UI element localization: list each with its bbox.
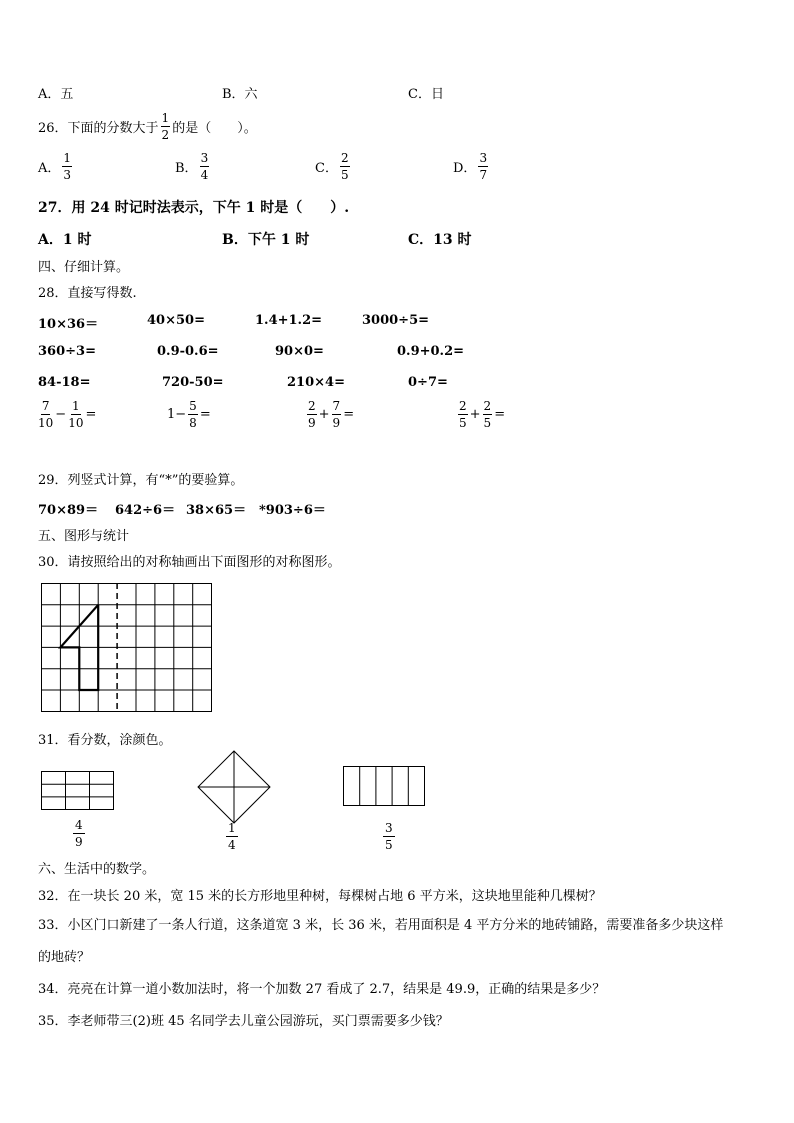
whole-part: 1− — [167, 407, 187, 422]
denominator: 9 — [75, 835, 83, 849]
denominator: 5 — [459, 416, 467, 430]
q27-question: 27．用 24 时记时法表示，下午 1 时是（ ）. — [38, 200, 350, 216]
q26-prefix: 26．下面的分数大于 — [38, 121, 159, 136]
q26-option-b-label: B． — [175, 161, 198, 176]
operator: + — [469, 407, 481, 422]
q28-fraction-item — [167, 400, 211, 429]
section-5-heading: 五、图形与统计 — [38, 529, 130, 544]
q28-item: 3000÷5= — [362, 313, 430, 328]
fraction — [68, 400, 83, 429]
q27-option-b: B．下午 1 时 — [222, 232, 310, 248]
denominator: 5 — [483, 416, 492, 430]
q28-item: 0÷7= — [408, 375, 448, 390]
fraction — [188, 400, 198, 429]
numerator: 3 — [479, 151, 488, 165]
q26-option-b — [175, 152, 211, 181]
q26-option-d-fraction — [478, 152, 488, 181]
q27-option-c: C．13 时 — [408, 232, 472, 248]
numerator: 3 — [200, 151, 209, 165]
q31-fraction-1 — [73, 819, 85, 848]
denominator: 9 — [308, 416, 316, 430]
denominator: 10 — [38, 416, 54, 430]
operator: + — [318, 407, 330, 422]
q26-option-c — [315, 152, 352, 181]
q26-option-a-label: A． — [38, 161, 61, 176]
q28-item: 0.9+0.2= — [397, 344, 465, 359]
q28-item: 90×0= — [275, 344, 324, 359]
q26-option-c-label: C． — [315, 161, 338, 176]
q31-fraction-3 — [383, 822, 395, 851]
denominator: 5 — [385, 838, 393, 852]
q26-option-d — [453, 152, 490, 181]
fraction — [483, 400, 493, 429]
q25-option-c: C．日 — [408, 87, 444, 102]
numerator: 3 — [385, 821, 393, 835]
q29-item: *903÷6＝ — [259, 503, 326, 518]
equals: = — [199, 407, 211, 422]
q26-option-b-fraction — [200, 152, 210, 181]
denominator: 4 — [200, 168, 209, 182]
q35-question: 35．李老师带三(2)班 45 名同学去儿童公园游玩，买门票需要多少钱？ — [38, 1014, 449, 1029]
denominator: 7 — [479, 168, 488, 182]
q25-option-a: A．五 — [38, 87, 74, 102]
numerator: 1 — [63, 151, 72, 165]
denominator: 8 — [189, 416, 197, 430]
q31-rectangle-9-parts — [41, 771, 115, 811]
q25-option-b: B．六 — [222, 87, 258, 102]
denominator: 4 — [228, 838, 236, 852]
numerator: 2 — [483, 399, 492, 413]
q26-option-a — [38, 152, 74, 181]
q31-title: 31．看分数，涂颜色。 — [38, 733, 172, 748]
equals: = — [494, 407, 506, 422]
q28-item: 720-50= — [162, 375, 224, 390]
q29-item: 38×65＝ — [186, 503, 247, 518]
q28-item: 360÷3= — [38, 344, 96, 359]
fraction — [38, 400, 53, 429]
q31-diamond-4-parts — [197, 750, 271, 824]
q28-fraction-item — [305, 400, 354, 429]
q28-item: 0.9-0.6= — [157, 344, 219, 359]
q28-fraction-item — [456, 400, 505, 429]
q28-item: 210×4= — [287, 375, 345, 390]
fraction — [332, 400, 342, 429]
denominator: 5 — [340, 168, 349, 182]
numerator: 7 — [41, 399, 50, 413]
q30-grid-figure — [41, 583, 213, 713]
q28-item: 10×36＝ — [38, 317, 99, 332]
operator: − — [55, 407, 67, 422]
fraction — [307, 400, 317, 429]
section-4-heading: 四、仔细计算。 — [38, 260, 130, 275]
q29-item: 642÷6＝ — [115, 503, 176, 518]
q26-frac-denominator: 2 — [161, 128, 170, 142]
numerator: 1 — [228, 821, 236, 835]
q32-question: 32．在一块长 20 米，宽 15 米的长方形地里种树，每棵树占地 6 平方米，这块地里能种几棵树？ — [38, 889, 602, 904]
q34-question: 34．亮亮在计算一道小数加法时，将一个加数 27 看成了 2.7，结果是 49.9，正确的结果是多少？ — [38, 982, 606, 997]
equals: = — [343, 407, 355, 422]
q28-item: 40×50= — [147, 313, 205, 328]
q30-title: 30．请按照给出的对称轴画出下面图形的对称图形。 — [38, 555, 341, 570]
q28-fraction-item — [36, 400, 96, 429]
numerator: 4 — [75, 818, 83, 832]
fraction — [458, 400, 468, 429]
numerator: 2 — [459, 399, 467, 413]
q26-fraction — [161, 112, 171, 141]
q26-option-d-label: D． — [453, 161, 477, 176]
section-6-heading: 六、生活中的数学。 — [38, 862, 156, 877]
q28-title: 28．直接写得数. — [38, 286, 137, 301]
q26-question — [38, 112, 257, 141]
denominator: 9 — [332, 416, 341, 430]
q33-question-line2: 的地砖？ — [38, 950, 91, 965]
numerator: 1 — [72, 399, 80, 413]
q26-option-a-fraction — [62, 152, 72, 181]
q31-fraction-2 — [226, 822, 238, 851]
q26-frac-numerator: 1 — [161, 111, 170, 125]
q26-option-c-fraction — [340, 152, 350, 181]
q31-rectangle-5-parts — [343, 766, 426, 807]
denominator: 10 — [68, 416, 84, 430]
q29-item: 70×89＝ — [38, 503, 99, 518]
numerator: 5 — [189, 399, 197, 413]
q33-question-line1: 33．小区门口新建了一条人行道，这条道宽 3 米，长 36 米，若用面积是 4 平方分米的地砖铺路，需要准备多少块这样 — [38, 918, 724, 933]
q26-suffix: 的是（ ）。 — [172, 121, 257, 136]
numerator: 2 — [308, 399, 316, 413]
numerator: 7 — [332, 399, 341, 413]
denominator: 3 — [63, 168, 72, 182]
equals: = — [85, 407, 97, 422]
q28-item: 84-18= — [38, 375, 91, 390]
numerator: 2 — [340, 151, 349, 165]
q27-option-a: A．1 时 — [38, 232, 92, 248]
q29-title: 29．列竖式计算，有“*”的要验算。 — [38, 473, 244, 488]
q28-item: 1.4+1.2= — [255, 313, 323, 328]
